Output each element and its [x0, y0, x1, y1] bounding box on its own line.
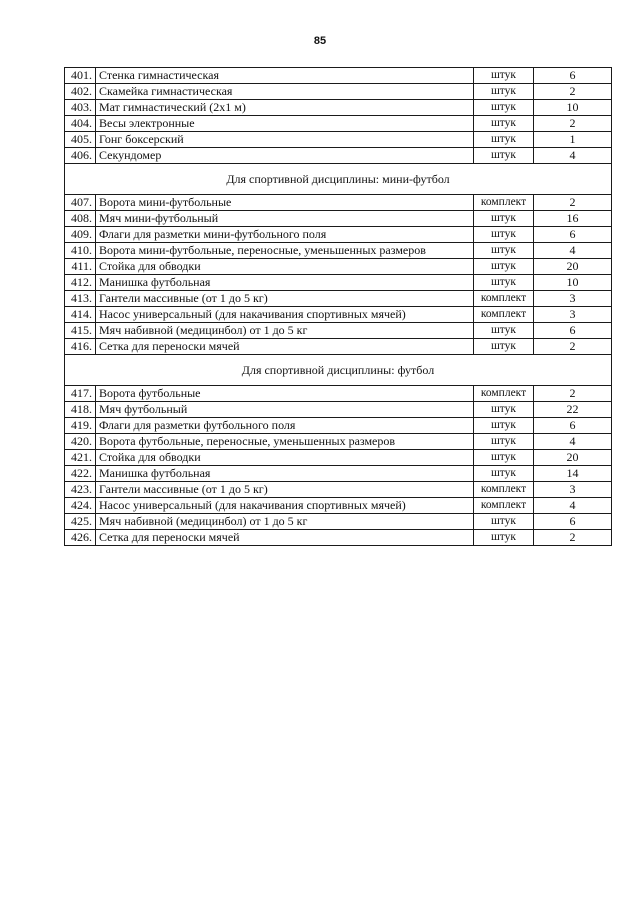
item-name-cell: Скамейка гимнастическая — [96, 84, 474, 100]
item-quantity-cell: 3 — [534, 482, 612, 498]
table-row — [65, 227, 612, 243]
item-name-cell: Манишка футбольная — [96, 275, 474, 291]
item-name-cell: Сетка для переноски мячей — [96, 530, 474, 546]
item-number-cell: 411. — [65, 259, 96, 275]
item-name-cell: Флаги для разметки мини-футбольного поля — [96, 227, 474, 243]
item-number-cell: 403. — [65, 100, 96, 116]
table-row — [65, 68, 612, 84]
item-unit-cell: штук — [474, 132, 534, 148]
item-name-cell: Мяч набивной (медицинбол) от 1 до 5 кг — [96, 514, 474, 530]
item-name-cell: Секундомер — [96, 148, 474, 164]
item-number-cell: 416. — [65, 339, 96, 355]
item-unit-cell: штук — [474, 148, 534, 164]
item-quantity-cell: 6 — [534, 418, 612, 434]
item-quantity-cell: 3 — [534, 307, 612, 323]
item-name-cell: Мяч набивной (медицинбол) от 1 до 5 кг — [96, 323, 474, 339]
item-unit-cell: штук — [474, 259, 534, 275]
section-title: Для спортивной дисциплины: футбол — [65, 355, 612, 386]
item-name-cell: Ворота футбольные, переносные, уменьшенных размеров — [96, 434, 474, 450]
table-row — [65, 434, 612, 450]
item-quantity-cell: 1 — [534, 132, 612, 148]
item-name-cell: Гантели массивные (от 1 до 5 кг) — [96, 482, 474, 498]
item-number-cell: 402. — [65, 84, 96, 100]
item-unit-cell: штук — [474, 323, 534, 339]
section-header-row — [65, 355, 612, 386]
table-row — [65, 514, 612, 530]
item-quantity-cell: 2 — [534, 339, 612, 355]
item-quantity-cell: 4 — [534, 498, 612, 514]
section-title: Для спортивной дисциплины: мини-футбол — [65, 164, 612, 195]
item-unit-cell: штук — [474, 339, 534, 355]
equipment-table — [64, 67, 612, 546]
item-quantity-cell: 20 — [534, 450, 612, 466]
item-quantity-cell: 4 — [534, 434, 612, 450]
item-quantity-cell: 2 — [534, 116, 612, 132]
item-quantity-cell: 20 — [534, 259, 612, 275]
item-quantity-cell: 6 — [534, 227, 612, 243]
item-quantity-cell: 2 — [534, 530, 612, 546]
table-row — [65, 291, 612, 307]
item-name-cell: Мяч мини-футбольный — [96, 211, 474, 227]
table-row — [65, 386, 612, 402]
item-number-cell: 405. — [65, 132, 96, 148]
table-row — [65, 466, 612, 482]
table-row — [65, 100, 612, 116]
item-unit-cell: штук — [474, 402, 534, 418]
item-name-cell: Сетка для переноски мячей — [96, 339, 474, 355]
item-number-cell: 410. — [65, 243, 96, 259]
section-header-row — [65, 164, 612, 195]
item-number-cell: 408. — [65, 211, 96, 227]
item-quantity-cell: 10 — [534, 275, 612, 291]
item-number-cell: 414. — [65, 307, 96, 323]
table-row — [65, 84, 612, 100]
table-row — [65, 132, 612, 148]
item-number-cell: 418. — [65, 402, 96, 418]
item-name-cell: Весы электронные — [96, 116, 474, 132]
item-number-cell: 407. — [65, 195, 96, 211]
item-quantity-cell: 16 — [534, 211, 612, 227]
item-unit-cell: штук — [474, 434, 534, 450]
item-quantity-cell: 6 — [534, 68, 612, 84]
item-name-cell: Ворота мини-футбольные — [96, 195, 474, 211]
item-name-cell: Гонг боксерский — [96, 132, 474, 148]
item-unit-cell: штук — [474, 211, 534, 227]
table-row — [65, 450, 612, 466]
item-number-cell: 422. — [65, 466, 96, 482]
item-name-cell: Стойка для обводки — [96, 450, 474, 466]
item-quantity-cell: 4 — [534, 243, 612, 259]
table-row — [65, 482, 612, 498]
item-name-cell: Гантели массивные (от 1 до 5 кг) — [96, 291, 474, 307]
item-unit-cell: штук — [474, 450, 534, 466]
item-number-cell: 423. — [65, 482, 96, 498]
item-quantity-cell: 2 — [534, 84, 612, 100]
item-name-cell: Стойка для обводки — [96, 259, 474, 275]
item-number-cell: 401. — [65, 68, 96, 84]
item-number-cell: 404. — [65, 116, 96, 132]
item-number-cell: 424. — [65, 498, 96, 514]
item-unit-cell: штук — [474, 227, 534, 243]
item-name-cell: Флаги для разметки футбольного поля — [96, 418, 474, 434]
table-row — [65, 339, 612, 355]
item-unit-cell: штук — [474, 466, 534, 482]
table-row — [65, 530, 612, 546]
item-number-cell: 415. — [65, 323, 96, 339]
item-unit-cell: штук — [474, 418, 534, 434]
item-name-cell: Насос универсальный (для накачивания спортивных мячей) — [96, 498, 474, 514]
item-unit-cell: комплект — [474, 307, 534, 323]
item-number-cell: 420. — [65, 434, 96, 450]
item-unit-cell: штук — [474, 530, 534, 546]
table-row — [65, 211, 612, 227]
table-row — [65, 195, 612, 211]
item-number-cell: 413. — [65, 291, 96, 307]
table-row — [65, 418, 612, 434]
item-name-cell: Насос универсальный (для накачивания спортивных мячей) — [96, 307, 474, 323]
item-name-cell: Манишка футбольная — [96, 466, 474, 482]
table-row — [65, 402, 612, 418]
page-number: 85 — [313, 35, 327, 47]
item-number-cell: 421. — [65, 450, 96, 466]
item-number-cell: 409. — [65, 227, 96, 243]
item-unit-cell: комплект — [474, 195, 534, 211]
item-unit-cell: комплект — [474, 498, 534, 514]
table-row — [65, 116, 612, 132]
item-unit-cell: штук — [474, 116, 534, 132]
item-name-cell: Ворота футбольные — [96, 386, 474, 402]
table-row — [65, 148, 612, 164]
item-quantity-cell: 4 — [534, 148, 612, 164]
item-number-cell: 406. — [65, 148, 96, 164]
item-quantity-cell: 14 — [534, 466, 612, 482]
item-quantity-cell: 2 — [534, 195, 612, 211]
item-number-cell: 419. — [65, 418, 96, 434]
item-quantity-cell: 10 — [534, 100, 612, 116]
item-number-cell: 412. — [65, 275, 96, 291]
table-row — [65, 243, 612, 259]
item-name-cell: Ворота мини-футбольные, переносные, уменьшенных размеров — [96, 243, 474, 259]
item-quantity-cell: 6 — [534, 514, 612, 530]
item-number-cell: 426. — [65, 530, 96, 546]
item-number-cell: 417. — [65, 386, 96, 402]
table-row — [65, 498, 612, 514]
item-unit-cell: комплект — [474, 291, 534, 307]
item-quantity-cell: 6 — [534, 323, 612, 339]
item-unit-cell: комплект — [474, 386, 534, 402]
item-name-cell: Стенка гимнастическая — [96, 68, 474, 84]
table-row — [65, 275, 612, 291]
table-row — [65, 323, 612, 339]
item-name-cell: Мат гимнастический (2х1 м) — [96, 100, 474, 116]
item-name-cell: Мяч футбольный — [96, 402, 474, 418]
item-number-cell: 425. — [65, 514, 96, 530]
equipment-table-body — [65, 68, 612, 546]
item-unit-cell: штук — [474, 243, 534, 259]
item-unit-cell: комплект — [474, 482, 534, 498]
table-row — [65, 307, 612, 323]
item-unit-cell: штук — [474, 275, 534, 291]
item-quantity-cell: 3 — [534, 291, 612, 307]
item-quantity-cell: 2 — [534, 386, 612, 402]
item-quantity-cell: 22 — [534, 402, 612, 418]
item-unit-cell: штук — [474, 100, 534, 116]
item-unit-cell: штук — [474, 84, 534, 100]
table-row — [65, 259, 612, 275]
item-unit-cell: штук — [474, 68, 534, 84]
item-unit-cell: штук — [474, 514, 534, 530]
